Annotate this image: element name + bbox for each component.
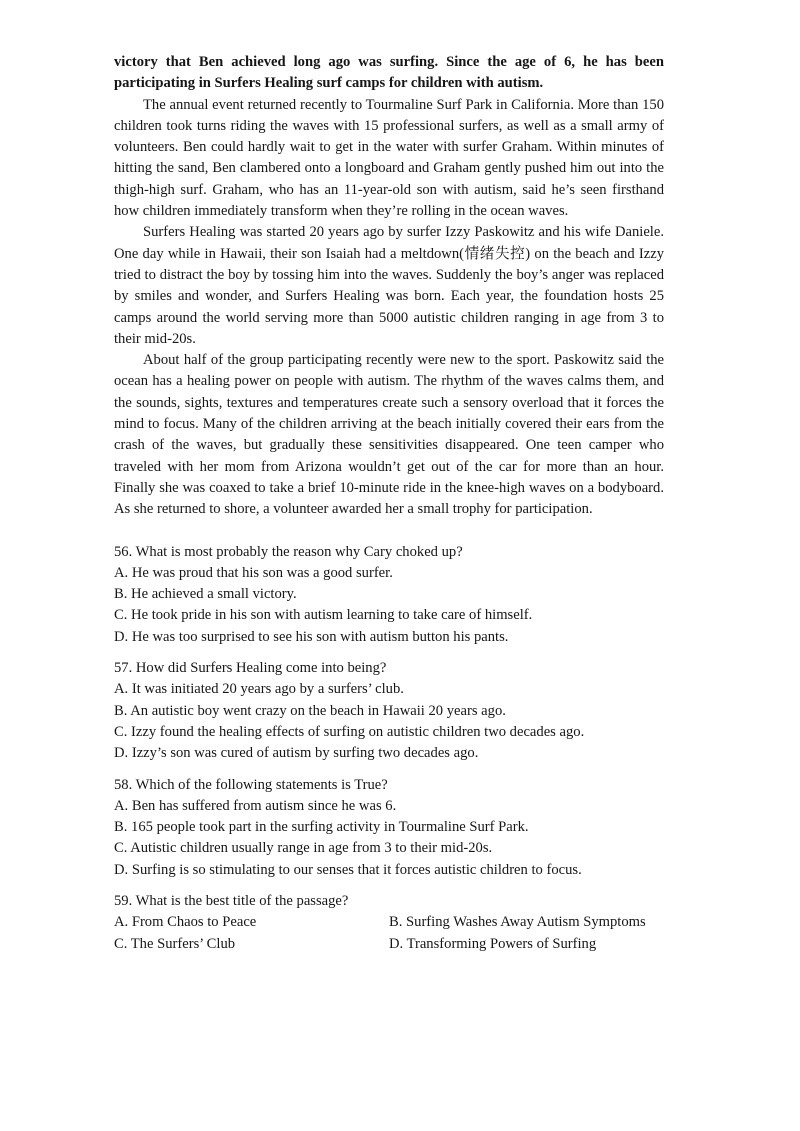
option-d: D. He was too surprised to see his son with autism button his pants. bbox=[114, 628, 509, 645]
option-b: B. He achieved a small victory. bbox=[114, 586, 297, 603]
question-57 bbox=[114, 658, 664, 764]
question-list bbox=[114, 542, 664, 955]
passage-paragraph-1: victory that Ben achieved long ago was surfing. Since the age of 6, he has been participating in Surfers Healing surf camps for children with autism. bbox=[114, 54, 664, 92]
question-stem: 58. Which of the following statements is True? bbox=[114, 776, 388, 793]
option-d: D. Izzy’s son was cured of autism by surfing two decades ago. bbox=[114, 745, 479, 762]
question-stem: 56. What is most probably the reason why Cary choked up? bbox=[114, 543, 463, 560]
option-d: D. Surfing is so stimulating to our senses that it forces autistic children to focus. bbox=[114, 861, 582, 878]
option-a: A. Ben has suffered from autism since he was 6. bbox=[114, 797, 397, 814]
question-59 bbox=[114, 891, 664, 955]
option-c: C. He took pride in his son with autism learning to take care of himself. bbox=[114, 607, 533, 624]
question-stem: 57. How did Surfers Healing come into being? bbox=[114, 660, 387, 677]
option-b: B. 165 people took part in the surfing activity in Tourmaline Surf Park. bbox=[114, 819, 529, 836]
question-58 bbox=[114, 775, 664, 881]
option-b: B. Surfing Washes Away Autism Symptoms bbox=[389, 914, 646, 931]
option-b: B. An autistic boy went crazy on the beach in Hawaii 20 years ago. bbox=[114, 702, 506, 719]
options-row-1 bbox=[114, 912, 664, 933]
option-c: C. Izzy found the healing effects of surfing on autistic children two decades ago. bbox=[114, 723, 585, 740]
option-d: D. Transforming Powers of Surfing bbox=[389, 935, 597, 952]
question-stem: 59. What is the best title of the passage? bbox=[114, 892, 349, 909]
option-c: C. The Surfers’ Club bbox=[114, 935, 236, 952]
passage-paragraph-4: About half of the group participating recently were new to the sport. Paskowitz said the ocean has a healing power on people with autism. The rhythm of the waves calms them, and the sounds, sights, textures and temperatures create such a sensory overload that it forces the mind to focus. Many of the children arriving at the beach initially covered their ears from the crash of the waves, but gradually these sensitivities disappeared. One teen camper who traveled with her mom from Arizona wouldn’t get out of the car for more than an hour. Finally she was coaxed to take a brief 10-minute ride in the knee-high waves on a bodyboard. As she returned to shore, a volunteer awarded her a small trophy for participation. bbox=[114, 352, 664, 518]
options-row-2 bbox=[114, 934, 664, 955]
question-56 bbox=[114, 542, 664, 648]
option-a: A. From Chaos to Peace bbox=[114, 914, 257, 931]
reading-passage bbox=[114, 52, 664, 521]
passage-paragraph-2: The annual event returned recently to Tourmaline Surf Park in California. More than 150 children took turns riding the waves with 15 professional surfers, as well as a small army of volunteers. Ben could hardly wait to get in the water with surfer Graham. Within minutes of hitting the sand, Ben clambered onto a longboard and Graham gently pushed him out into the thigh-high surf. Graham, who has an 11-year-old son with autism, said he’s seen firsthand how children immediately transform when they’re rolling in the ocean waves. bbox=[114, 96, 664, 220]
option-a: A. It was initiated 20 years ago by a surfers’ club. bbox=[114, 681, 404, 698]
exam-page bbox=[114, 52, 664, 965]
option-a: A. He was proud that his son was a good surfer. bbox=[114, 564, 393, 581]
passage-paragraph-3: Surfers Healing was started 20 years ago by surfer Izzy Paskowitz and his wife Daniele. One day while in Hawaii, their son Isaiah had a meltdown(情绪失控) on the beach and Izzy tried to distract the boy by tossing him into the waves. Suddenly the boy’s anger was replaced by smiles and wonder, and Surfers Healing was born. Each year, the foundation hosts 25 camps around the world serving more than 5000 autistic children ranging in age from 3 to their mid-20s. bbox=[114, 224, 664, 347]
option-c: C. Autistic children usually range in age from 3 to their mid-20s. bbox=[114, 840, 493, 857]
